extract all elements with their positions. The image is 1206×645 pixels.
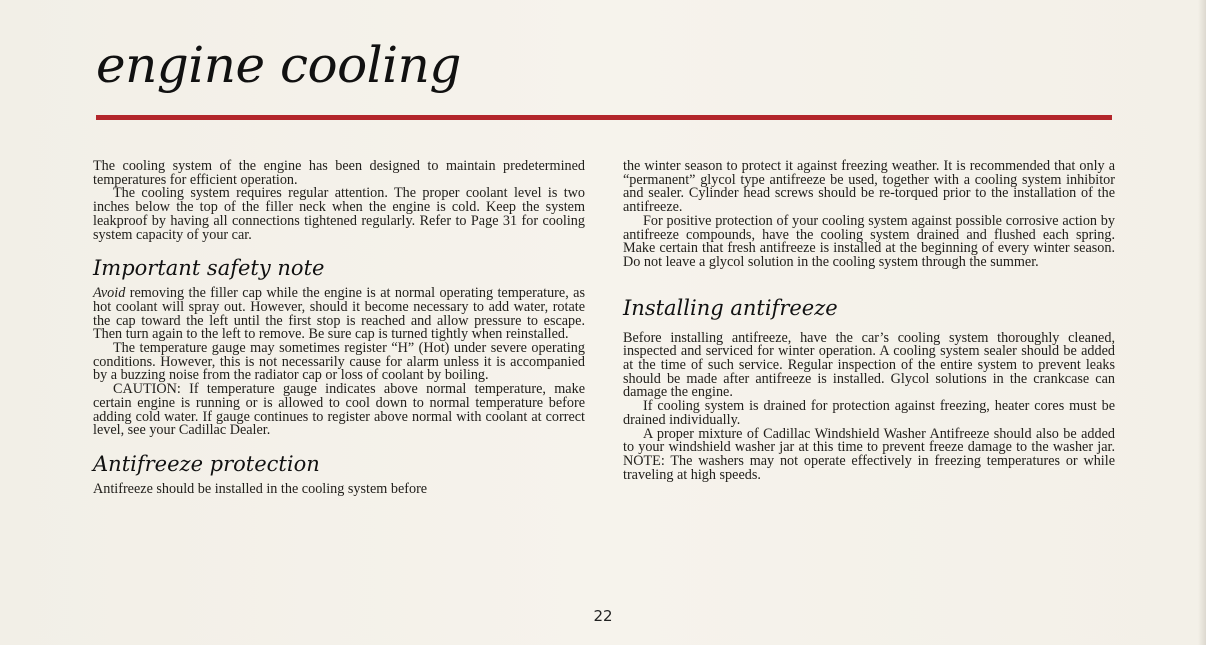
safety-paragraph-2: The temperature gauge may sometimes register “H” (Hot) under severe operating conditions. However, this is not necessarily cause for alarm unless it is accompanied by a buzzing noise from the radiator cap or loss of coolant by boiling. <box>93 340 585 384</box>
antifreeze-protection-heading: Antifreeze protection <box>93 451 320 476</box>
safety-paragraph-1 <box>93 287 585 342</box>
antifreeze-paragraph-1-start: Antifreeze should be installed in the cooling system before <box>93 480 428 497</box>
safety-note-heading: Important safety note <box>93 256 325 281</box>
installing-paragraph-1: Before installing antifreeze, have the car’s cooling system thoroughly cleaned, inspected and serviced for winter operation. A cooling system sealer should be added at the time of such service. Regular inspection of the entire system to prevent leaks should be made after antifreeze is installed. Glycol solutions in the crankcase can damage the engine. <box>623 329 1115 401</box>
installing-paragraph-3: A proper mixture of Cadillac Windshield Washer Antifreeze should also be added to your windshield washer jar at this time to prevent freeze damage to the washer jar. NOTE: The washers may not operate effectively in freezing temperatures or while traveling at high speeds. <box>623 425 1115 483</box>
page-title: engine cooling <box>96 36 461 94</box>
installing-paragraph-2: If cooling system is drained for protection against freezing, heater cores must be drained individually. <box>623 398 1115 428</box>
title-divider-rule <box>96 115 1112 120</box>
intro-paragraph-1: The cooling system of the engine has been designed to maintain predetermined temperatures for efficient operation. <box>93 158 585 188</box>
right-column <box>623 160 1115 482</box>
antifreeze-paragraph-2: For positive protection of your cooling system against possible corrosive action by antifreeze compounds, have the cooling system drained and flushed each spring. Make certain that fresh antifreeze is installed at the beginning of every winter season. Do not leave a glycol solution in the cooling system through the summer. <box>623 212 1115 270</box>
antifreeze-paragraph-1-continued: the winter season to protect it against freezing weather. It is recommended that only a “permanent” glycol type antifreeze be used, together with a cooling system inhibitor and sealer. Cylinder head screws should be re-torqued prior to the installation of the antifreeze. <box>623 158 1115 216</box>
page-number: 22 <box>593 607 613 625</box>
installing-antifreeze-heading: Installing antifreeze <box>623 295 838 320</box>
safety-paragraph-1-text: removing the filler cap while the engine is at normal operating temperature, as hot coolant will spray out. However, should it become necessary to add water, rotate the cap toward the left until the first stop is reached and allow pressure to escape. Then turn again to the left to remove. Be sure cap is turned tightly when reinstalled. <box>93 285 585 343</box>
page-edge-shadow <box>1198 0 1206 645</box>
avoid-emphasis: Avoid <box>93 285 126 302</box>
left-column <box>93 160 585 497</box>
intro-paragraph-2: The cooling system requires regular attention. The proper coolant level is two inches below the top of the filler neck when the engine is cold. Keep the system leakproof by having all connections tightened regularly. Refer to Page 31 for cooling system capacity of your car. <box>93 185 585 243</box>
caution-paragraph: CAUTION: If temperature gauge indicates above normal temperature, make certain engine is running or is allowed to cool down to normal temperature before adding cold water. If gauge continues to register above normal with coolant at correct level, see your Cadillac Dealer. <box>93 381 585 439</box>
